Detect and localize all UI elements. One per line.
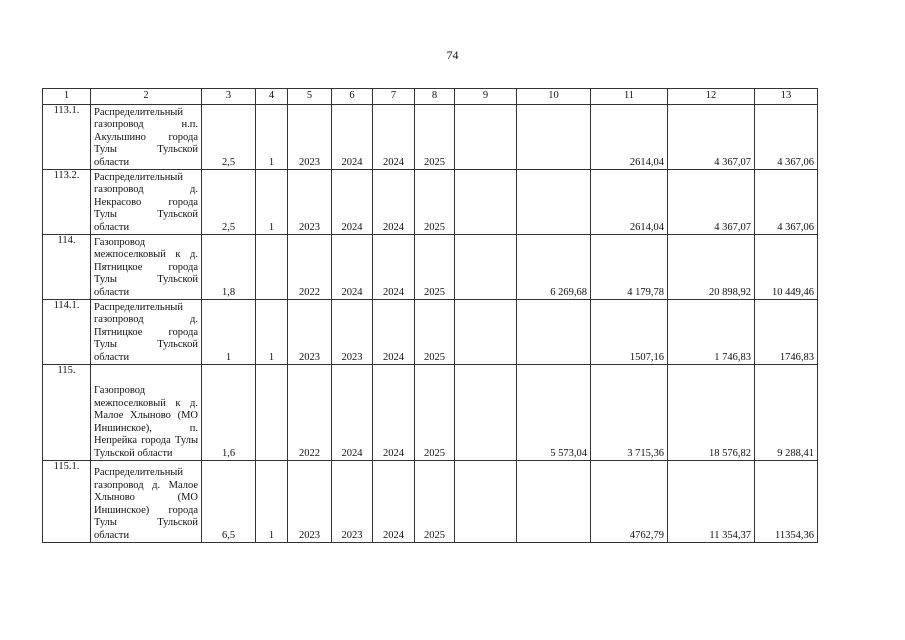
table-cell-c12: 4 367,06	[755, 170, 818, 235]
table-body	[43, 105, 818, 543]
table-cell-c2: 2,5	[202, 105, 256, 170]
table-cell-c11: 4 367,07	[668, 105, 755, 170]
column-header: 1	[43, 89, 91, 105]
column-header: 2	[91, 89, 202, 105]
table-cell-c6: 2024	[373, 235, 415, 300]
table-cell-c8	[455, 365, 517, 461]
table-cell-c11: 20 898,92	[668, 235, 755, 300]
table-cell-c11: 1 746,83	[668, 300, 755, 365]
table-cell-c5: 2023	[332, 461, 373, 543]
column-header: 10	[517, 89, 591, 105]
column-header: 3	[202, 89, 256, 105]
table-cell-c4: 2022	[288, 235, 332, 300]
table-cell-c8	[455, 105, 517, 170]
table-cell-c9	[517, 461, 591, 543]
table-cell-c10: 4762,79	[591, 461, 668, 543]
table-cell-c5: 2024	[332, 235, 373, 300]
table-cell-c10: 2614,04	[591, 105, 668, 170]
table-row	[43, 461, 818, 543]
column-header: 4	[256, 89, 288, 105]
table-cell-c6: 2024	[373, 170, 415, 235]
table-cell-name: Распределительный газопровод н.п. Акульшино города Тулы Тульской области	[91, 105, 202, 170]
table-cell-c6: 2024	[373, 300, 415, 365]
table-cell-c7: 2025	[415, 105, 455, 170]
table-cell-c7: 2025	[415, 365, 455, 461]
table-row	[43, 300, 818, 365]
table-cell-num: 114.1.	[43, 300, 91, 365]
table-cell-c12: 4 367,06	[755, 105, 818, 170]
table-cell-c12: 1746,83	[755, 300, 818, 365]
column-header: 8	[415, 89, 455, 105]
table-cell-c5: 2024	[332, 365, 373, 461]
table-cell-c7: 2025	[415, 461, 455, 543]
table-cell-name: Газопровод межпоселковый к д. Пятницкое города Тулы Тульской области	[91, 235, 202, 300]
table-cell-c3: 1	[256, 461, 288, 543]
table-cell-num: 115.1.	[43, 461, 91, 543]
table-cell-c10: 3 715,36	[591, 365, 668, 461]
table-cell-c9: 5 573,04	[517, 365, 591, 461]
table-cell-c4: 2023	[288, 170, 332, 235]
table-cell-c2: 1,8	[202, 235, 256, 300]
column-header: 12	[668, 89, 755, 105]
table-cell-c3	[256, 235, 288, 300]
table-cell-c4: 2023	[288, 105, 332, 170]
column-header: 9	[455, 89, 517, 105]
table-cell-num: 114.	[43, 235, 91, 300]
table-cell-name: Распределительный газопровод д. Некрасово города Тулы Тульской области	[91, 170, 202, 235]
table-cell-c5: 2024	[332, 105, 373, 170]
column-header: 6	[332, 89, 373, 105]
table-cell-c10: 4 179,78	[591, 235, 668, 300]
table-cell-c7: 2025	[415, 170, 455, 235]
table-cell-c11: 18 576,82	[668, 365, 755, 461]
table-cell-c2: 1,6	[202, 365, 256, 461]
page-number: 74	[446, 48, 459, 62]
table-row	[43, 105, 818, 170]
table-cell-num: 113.2.	[43, 170, 91, 235]
column-header: 13	[755, 89, 818, 105]
table-cell-c8	[455, 300, 517, 365]
table-cell-c2: 6,5	[202, 461, 256, 543]
table-cell-c4: 2022	[288, 365, 332, 461]
table-cell-c9	[517, 105, 591, 170]
table-cell-c6: 2024	[373, 105, 415, 170]
table-row	[43, 170, 818, 235]
table-cell-c4: 2023	[288, 300, 332, 365]
table-cell-c7: 2025	[415, 235, 455, 300]
table-cell-c3: 1	[256, 105, 288, 170]
table-cell-c9	[517, 170, 591, 235]
table-cell-c3: 1	[256, 170, 288, 235]
header-row	[43, 89, 818, 105]
table-cell-c11: 4 367,07	[668, 170, 755, 235]
table-cell-c5: 2024	[332, 170, 373, 235]
table-cell-c3: 1	[256, 300, 288, 365]
table-cell-c9	[517, 300, 591, 365]
table-cell-c8	[455, 461, 517, 543]
table-row	[43, 365, 818, 461]
table-cell-c12: 11354,36	[755, 461, 818, 543]
table-cell-c5: 2023	[332, 300, 373, 365]
table-cell-c8	[455, 235, 517, 300]
table-cell-name: Распределительный газопровод д. Пятницкое города Тулы Тульской области	[91, 300, 202, 365]
table-cell-c9: 6 269,68	[517, 235, 591, 300]
table-cell-c6: 2024	[373, 365, 415, 461]
table-cell-c8	[455, 170, 517, 235]
table-cell-name: Газопровод межпоселковый к д. Малое Хлыново (МО Иншинское), п. Непрейка города Тулы Тульской области	[91, 365, 202, 461]
table-cell-num: 115.	[43, 365, 91, 461]
table-cell-c12: 9 288,41	[755, 365, 818, 461]
table-cell-c4: 2023	[288, 461, 332, 543]
table-cell-c11: 11 354,37	[668, 461, 755, 543]
table-cell-c12: 10 449,46	[755, 235, 818, 300]
column-header: 11	[591, 89, 668, 105]
table-cell-c6: 2024	[373, 461, 415, 543]
table-row	[43, 235, 818, 300]
table-cell-num: 113.1.	[43, 105, 91, 170]
table-cell-c10: 2614,04	[591, 170, 668, 235]
data-table	[42, 88, 818, 543]
column-header: 7	[373, 89, 415, 105]
table-cell-c3	[256, 365, 288, 461]
column-header: 5	[288, 89, 332, 105]
table-cell-c2: 2,5	[202, 170, 256, 235]
table-cell-c10: 1507,16	[591, 300, 668, 365]
table-cell-c7: 2025	[415, 300, 455, 365]
table-cell-c2: 1	[202, 300, 256, 365]
table-cell-name: Распределительный газопровод д. Малое Хлыново (МО Иншинское) города Тулы Тульской области	[91, 461, 202, 543]
